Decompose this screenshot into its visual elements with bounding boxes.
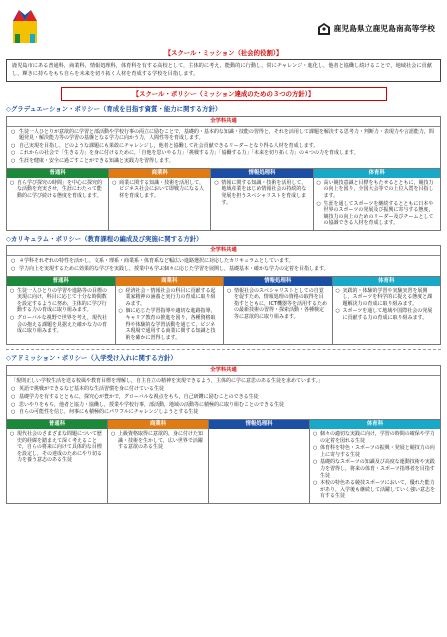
- mission-text: 鹿児島市にある普通科，商業科，情報処理科，体育科を有する高校として，主体的に考え，能動的に行動し，常にチャレンジ・進化し，他者と協働し続けることで，地域社会に貢献し，輝きに持ちをもち自らを未来を切り拓く人材を育成する学校を目指します。: [6, 59, 441, 81]
- column-head: 普通科: [7, 420, 107, 429]
- admission-col-joho: [208, 420, 309, 503]
- policy-title: 【スクール・ポリシー（ミッション達成のための３つの方針）】: [61, 87, 387, 101]
- curriculum-columns: [6, 277, 441, 346]
- list-item: ○ 情報に関する知識・技術を活用して，地域産業をはじめ情報社会の持続的な発展を担うスペシャリストを育成します。: [214, 180, 309, 206]
- list-item: ○ 英語で挑戦ができるなど基本的な生活習慣を身に付けている生徒: [11, 386, 436, 393]
- list-item: ○ 生涯を健康・安全に過ごすことができる知識と実践力を習得します。: [11, 158, 436, 165]
- curriculum-col-futsu: [7, 277, 115, 345]
- admission-col-futsu: [7, 420, 107, 503]
- graduation-title: ◇グラデュエーション・ポリシー（育成を目指す資質・能力に関する方針）: [6, 105, 222, 114]
- list-item: ○ 情報社会のスペシャリストとしての自覚を促すため，情報処理の資格の取得を目指すとともに，ICT機器等を活用するための最新技術の習得・探索活動・各種検定等に意欲的に取り組みます。: [227, 288, 329, 321]
- list-item: ○ 本校の特色ある競技スポーツにおいて，優れた能力があり，入学後も継続して活躍していく強い意志を有する生徒: [313, 480, 437, 500]
- school-name: 鹿児島県立鹿児島南高等学校: [333, 23, 435, 33]
- admission-col-taiiku: [309, 420, 440, 503]
- school-crest-icon: [318, 23, 330, 35]
- graduation-col-joho: [210, 169, 312, 230]
- list-item: ○ 高い競技意識と目標をもたせるとともに，競技力の向上を図り，全国大会等での上位入賞を目指します。: [317, 180, 437, 200]
- header: [6, 4, 441, 48]
- column-head: 体育科: [310, 420, 440, 429]
- list-item: ○ 生徒一人ひとりが意欲的に学習と部活動や学校行事の両立に励むことで，基礎的・基本的な知識・技能の習得と，それを活用して課題を解決する思考力・判断力・表現力や言語能力，問題発見・解決能力等の学習の基盤となる学力に向かう力，人間性等を育成します。: [11, 129, 436, 142]
- curriculum-title: ◇カリキュラム・ポリシー（教育課程の編成及び実施に関する方針）: [6, 234, 203, 243]
- graduation-all-label: 全学科共通: [7, 117, 440, 127]
- list-item: ○ 現代社会のさまざまな問題について歴史的経緯を踏まえて深く考えることで，自らの将来に向けて具体的な目標を設定し，その達成のためにやり切る力を養う意志のある生徒: [10, 431, 104, 464]
- list-item: ○ 学力向上を実現するために効果的な学びを実践し，授業中も学ぶ個々に応じた学習を展開し，基礎基本・確かな学力の定着を目指します。: [11, 266, 436, 273]
- admission-all-label: 全学科共通: [7, 366, 440, 376]
- graduation-columns: [6, 169, 441, 231]
- school-banner: [318, 23, 435, 35]
- column-head: 普通科: [7, 277, 115, 286]
- column-head: 商業科: [109, 169, 210, 178]
- curriculum-col-shogyo: [115, 277, 224, 345]
- graduation-col-futsu: [7, 169, 108, 230]
- list-item: ○ 体育科を特色・スポーツの振興・発展と競技力の向上に寄与する生徒: [313, 445, 437, 458]
- curriculum-common: [6, 245, 441, 276]
- curriculum-col-taiiku: [332, 277, 441, 345]
- list-item: ○ これからの社会で「生きる力」を身に付けるために，「自他を思いやる力」「挑戦する力」「協働する力」「未来を切り拓く力」の４つの力を育成します。: [11, 150, 436, 157]
- column-head: 体育科: [314, 169, 440, 178]
- section-divider: [6, 349, 441, 350]
- column-head: 商業科: [108, 420, 208, 429]
- list-item: ○ 商業に関する知識・技術を活用して，ビジネス社会において即戦力になる人材を育成します。: [112, 180, 207, 200]
- list-item: ○ グローバルな視野で世界を考え，現代社会の抱える課題を見据えた確かな力の育成に取り組みます。: [10, 315, 112, 335]
- admission-title: ◇アドミッション・ポリシー（入学受け入れに関する方針）: [6, 354, 177, 363]
- admission-common-list: [7, 386, 440, 418]
- admission-columns: [6, 420, 441, 504]
- list-item: ○ 自らの可能性を信じ，何事にも積極的にパワフルにチャレンジしようとする生徒: [11, 409, 436, 416]
- column-head: 情報処理科: [211, 169, 312, 178]
- curriculum-col-joho: [223, 277, 332, 345]
- graduation-common-list: [7, 127, 440, 168]
- list-item: ○ 自己実現を目指し，どのような課題にも果敢にチャレンジし，他者と協働して社会貢献できるリーダーとなり得る人材を育成します。: [11, 143, 436, 150]
- school-logo-icon: [10, 4, 40, 44]
- list-item: ○ 経済社会・情報社会の科目に貢献する起業家精神の涵養と実行力の育成に取り組みます。: [119, 288, 221, 308]
- column-head: 体育科: [333, 277, 441, 286]
- list-item: ○ 実践的・体験的学習や実験実習を展開し，スポーツを科学的に捉える態度と課題解決力の育成に取り組みます。: [336, 288, 438, 308]
- mission-title: 【スクール・ミッション（社会的役割）】: [164, 49, 283, 57]
- list-item: ○ 個々の適切な実践に向け，学習の時間の確保や学力の定着を図れる生徒: [313, 431, 437, 444]
- list-item: ○ 生徒一人ひとりの学習や進路等の目標の実現に向け，科目に応じて十分な時間数を設定するように努め，主体的に学び行動する力の育成に取り組みます。: [10, 288, 112, 314]
- curriculum-common-list: [7, 256, 440, 275]
- graduation-col-shogyo: [108, 169, 210, 230]
- list-item: ○ スポーツを通して地域や国際社会の発展に貢献する力の育成に取り組みます。: [336, 308, 438, 321]
- graduation-col-taiiku: [313, 169, 440, 230]
- list-item: ○ 自ら学び探究の時間」を中心に探究的な活動を充実させ，生涯にわたって能動的に学び続ける態度を育成します。: [10, 180, 105, 200]
- column-head: 情報処理科: [224, 277, 332, 286]
- column-head: 商業科: [116, 277, 224, 286]
- list-item: ○ ４学科それぞれの特性を活かし，文系・理系・商業系・体育系など幅広い進路選択に対応したカリキュラムとしています。: [11, 258, 436, 265]
- list-item: ○ 個に応じた学習指導や適切な進路指導，キャリア教育の推進を図り，各種資格取得や体験的な学習活動を通じて，ビジネス現場で通用する商業に関する知識と技術を確かに習得します。: [119, 308, 221, 341]
- list-item: ○ 基礎学力を有するとともに，探究心が豊かで，グローバルな視点をもち，自己研鑽に励むことのできる生徒: [11, 394, 436, 401]
- column-head: 情報処理科: [209, 420, 309, 429]
- list-item: ○ 生涯を通してスポーツを継続するとともに日本や世界のスポーツの発展及び振興に寄与する態度，競技力の向上のためのリーダー及びチームとしての協調できる人材を育成します。: [317, 201, 437, 227]
- column-head: 普通科: [7, 169, 108, 178]
- admission-common: [6, 365, 441, 420]
- list-item: ○ 思いやりをもち，他者と協力・協働し，授業や学校行事，部活動，地域の活動等に積極的に取り組むことのできる生徒: [11, 402, 436, 409]
- list-item: ○ 上級資格取得に意欲的，身に付けた知識・技術を生かして，広い世界で活躍する意欲のある生徒: [111, 431, 205, 451]
- curriculum-all-label: 全学科共通: [7, 246, 440, 256]
- list-item: ○ 基礎的なスポーツの知識及び高度な運動技術や実践力を習得し，将来の体育・スポーツ指導者を目指す生徒: [313, 459, 437, 479]
- graduation-common: [6, 116, 441, 169]
- admission-col-shogyo: [107, 420, 208, 503]
- admission-lead: 「規則正しい学校生活を送る校風や教育目標を理解し，自主自立の精神を実現できるよう，主体的に学に意思のある生徒を求めています。」: [11, 377, 324, 384]
